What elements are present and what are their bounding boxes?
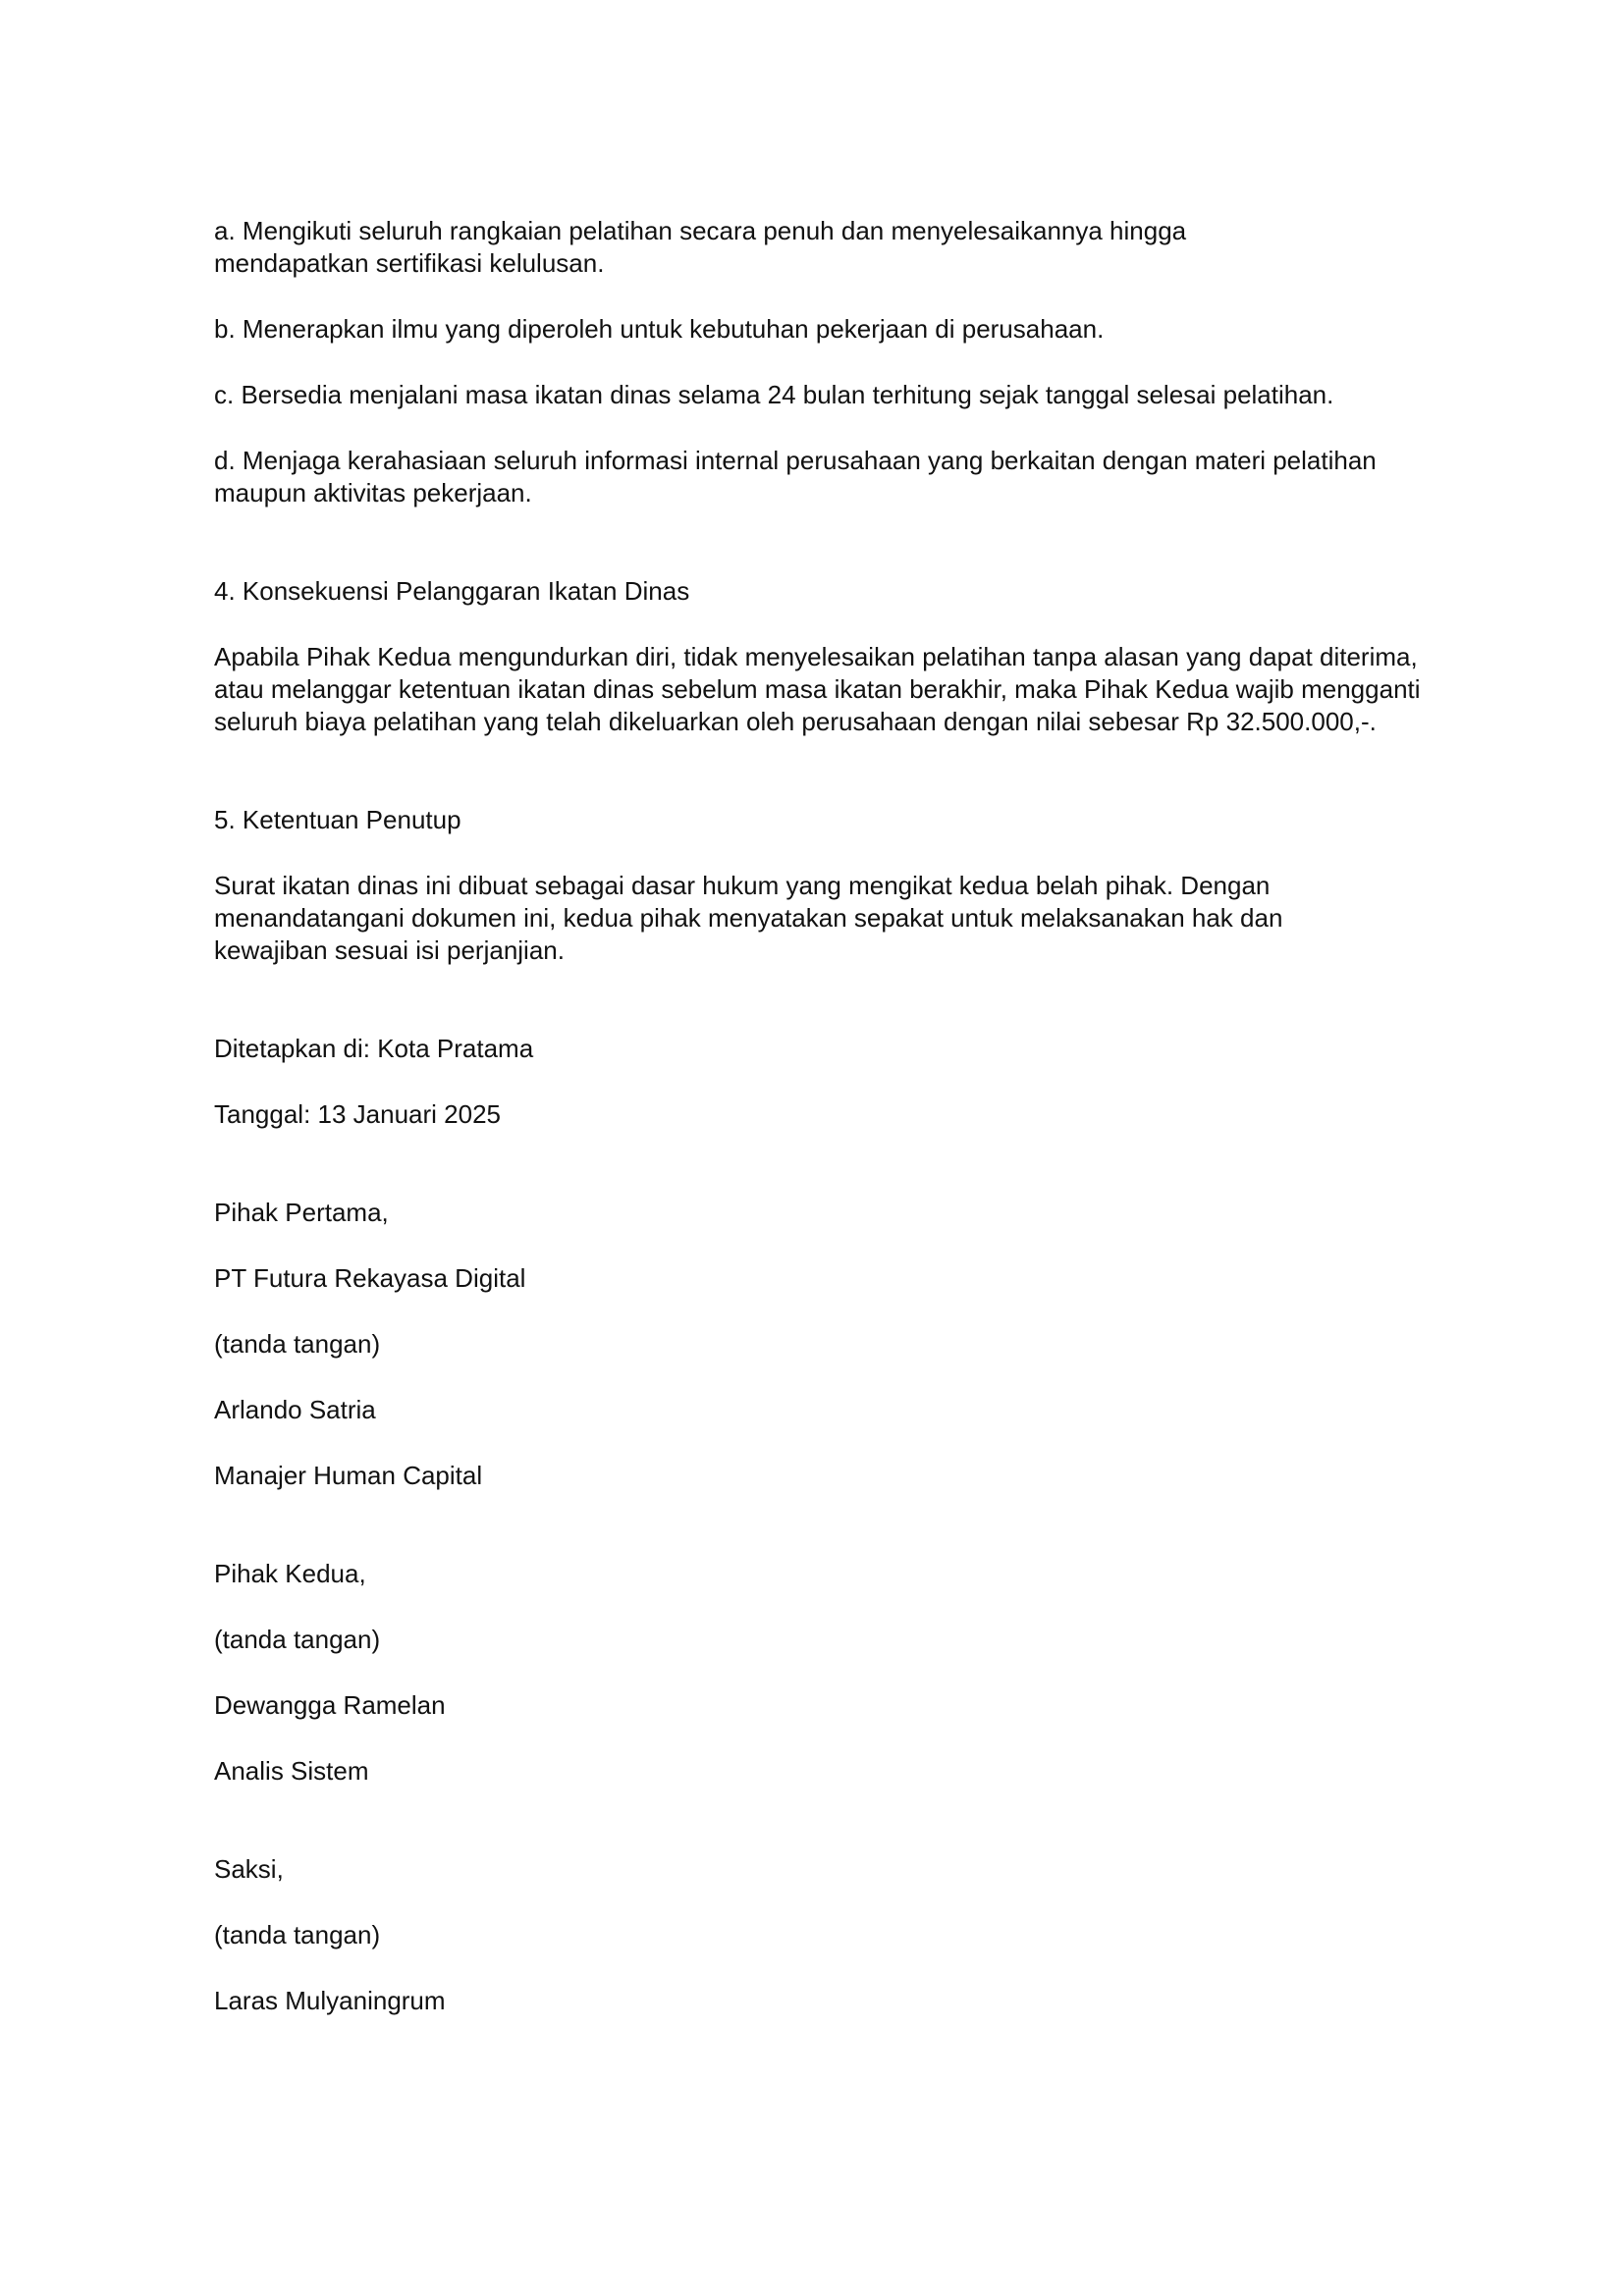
second-party-label: Pihak Kedua, (214, 1559, 366, 1588)
second-party-name: Dewangga Ramelan (214, 1690, 446, 1720)
first-party-label: Pihak Pertama, (214, 1198, 389, 1227)
obligation-d: d. Menjaga kerahasiaan seluruh informasi internal perusahaan yang berkaitan dengan materi pelatihan maupun aktivitas pekerjaan. (214, 446, 1377, 507)
first-party-company: PT Futura Rekayasa Digital (214, 1263, 526, 1293)
second-party-signature: (tanda tangan) (214, 1625, 381, 1654)
closing-date: Tanggal: 13 Januari 2025 (214, 1099, 502, 1129)
witness-name: Laras Mulyaningrum (214, 1986, 446, 2015)
document-body (214, 215, 1432, 2017)
first-party-name: Arlando Satria (214, 1395, 376, 1424)
obligation-c: c. Bersedia menjalani masa ikatan dinas selama 24 bulan terhitung sejak tanggal selesai pelatihan. (214, 380, 1334, 409)
closing-place: Ditetapkan di: Kota Pratama (214, 1034, 534, 1063)
section-5-body: Surat ikatan dinas ini dibuat sebagai dasar hukum yang mengikat kedua belah pihak. Dengan menandatangani dokumen ini, kedua pihak menyatakan sepakat untuk melaksanakan hak dan kewajiban sesuai isi perjanjian. (214, 871, 1283, 965)
section-5-heading: 5. Ketentuan Penutup (214, 805, 461, 834)
obligation-b: b. Menerapkan ilmu yang diperoleh untuk kebutuhan pekerjaan di perusahaan. (214, 314, 1105, 344)
witness-signature: (tanda tangan) (214, 1920, 381, 1949)
witness-label: Saksi, (214, 1854, 284, 1884)
first-party-title: Manajer Human Capital (214, 1461, 483, 1490)
second-party-title: Analis Sistem (214, 1756, 369, 1786)
first-party-signature: (tanda tangan) (214, 1329, 381, 1359)
section-4-body: Apabila Pihak Kedua mengundurkan diri, tidak menyelesaikan pelatihan tanpa alasan yang dapat diterima, atau melanggar ketentuan ikatan dinas sebelum masa ikatan berakhir, maka Pihak Kedua wajib mengganti seluruh biaya pelatihan yang telah dikeluarkan oleh perusahaan dengan nilai sebesar Rp 32.500.000,-. (214, 642, 1421, 736)
obligation-a: a. Mengikuti seluruh rangkaian pelatihan secara penuh dan menyelesaikannya hingga mendapatkan sertifikasi kelulusan. (214, 216, 1187, 278)
section-4-heading: 4. Konsekuensi Pelanggaran Ikatan Dinas (214, 576, 690, 606)
